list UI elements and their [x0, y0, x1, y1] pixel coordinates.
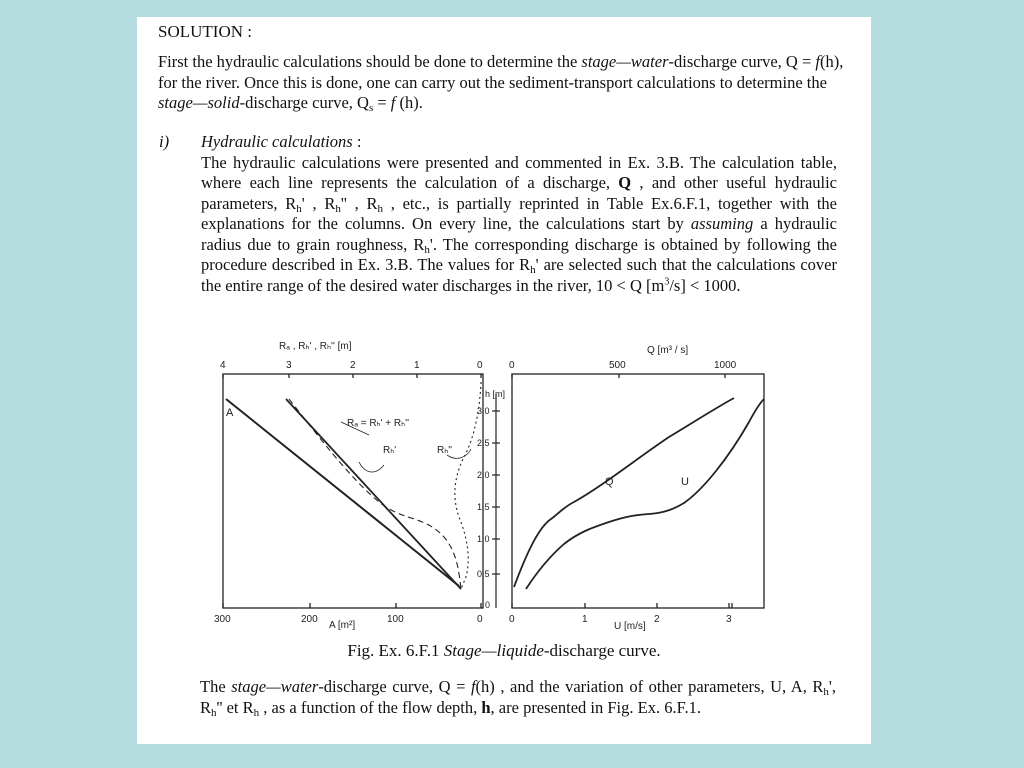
right-bottom-axis-label: U [m/s] [614, 621, 646, 632]
right-top-tick: 500 [609, 360, 626, 371]
h-tick: 1.0 [477, 534, 490, 544]
right-bottom-tick: 0 [509, 614, 515, 625]
intro-paragraph: First the hydraulic calculations should be done to determine the stage—water-discharge curve, Q = f(h), for the river. Once this is done, one can carry out the sediment-transport calculations to determine the stage—solid-discharge curve, $Q_s = f$ (h). [158, 52, 844, 114]
h-tick: 2.5 [477, 438, 490, 448]
h-tick: 3.0 [477, 406, 490, 416]
left-top-tick: 3 [286, 360, 292, 371]
document-page [137, 17, 871, 744]
left-bottom-tick: 0 [477, 614, 483, 625]
curve-Q [514, 398, 734, 587]
closing-paragraph: The stage—water-discharge curve, Q = f(h) , and the variation of other parameters, U, A, $R_h'$, $R_h''$ et $R_h$ , as a function of the flow depth, h, are presented in Fig. Ex. 6.F.1. [200, 677, 837, 719]
left-top-tick: 0 [477, 360, 483, 371]
left-top-tick: 4 [220, 360, 226, 371]
curve-label-Rh-double-prime: Rₕ'' [437, 445, 453, 456]
section-number: i) [159, 132, 170, 151]
h-axis [492, 394, 500, 608]
right-top-axis-label: Q [m³ / s] [647, 345, 689, 356]
figure-caption: Fig. Ex. 6.F.1 Stage—liquide-discharge curve. [347, 641, 661, 660]
curve-label-Q: Q [605, 476, 614, 488]
stage-discharge-figure [209, 337, 769, 637]
curve-A [226, 399, 459, 586]
h-axis-label: h [m] [485, 389, 506, 399]
left-top-tick: 1 [414, 360, 420, 371]
solution-heading: SOLUTION : [158, 22, 252, 41]
left-bottom-axis-label: A [m²] [329, 620, 356, 631]
left-bottom-tick: 100 [387, 614, 404, 625]
left-bottom-tick: 300 [214, 614, 231, 625]
right-top-tick: 0 [509, 360, 515, 371]
left-top-axis-label: Rₐ , Rₕ' , Rₕ'' [m] [279, 341, 352, 352]
right-panel [512, 374, 764, 608]
left-panel [223, 374, 483, 608]
right-panel-frame [512, 374, 764, 608]
section-title: Hydraulic calculations [201, 132, 353, 151]
curve-label-U: U [681, 476, 689, 488]
section-hydraulic-calculations: Hydraulic calculations : The hydraulic calculations were presented and commented in Ex. 3.B. The calculation table, where each line represents the calculation of a discharge, Q , and other useful hydraulic parameters, $R_h'$ , $R_h''$ , $R_h$ , etc., is partially reprinted in Table Ex.6.F.1, together with the explanations for the columns. On every line, the calculations start by assuming a hydraulic radius due to grain roughness, $R_h'$. The corresponding discharge is obtained by following the procedure described in Ex. 3.B. The values for $R_h'$ are selected such that the calculations cover the entire range of the desired water discharges in the river, 10 < Q $[m^3/s] < 1000$. [201, 132, 838, 295]
right-top-tick: 1000 [714, 360, 737, 371]
curve-label-Ra-sum: Rₐ = Rₕ' + Rₕ'' [347, 418, 409, 429]
left-bottom-tick: 200 [301, 614, 318, 625]
curve-label-Rh-prime: Rₕ' [383, 445, 397, 456]
left-top-tick: 2 [350, 360, 356, 371]
curve-U [526, 399, 764, 589]
h-tick: 2.0 [477, 470, 490, 480]
h-tick: 1.5 [477, 502, 490, 512]
curve-label-A: A [226, 407, 234, 419]
right-bottom-tick: 1 [582, 614, 588, 625]
right-bottom-tick: 2 [654, 614, 660, 625]
h-tick: 0.5 [477, 569, 490, 579]
h-tick: 0 [485, 600, 491, 610]
right-bottom-tick: 3 [726, 614, 732, 625]
